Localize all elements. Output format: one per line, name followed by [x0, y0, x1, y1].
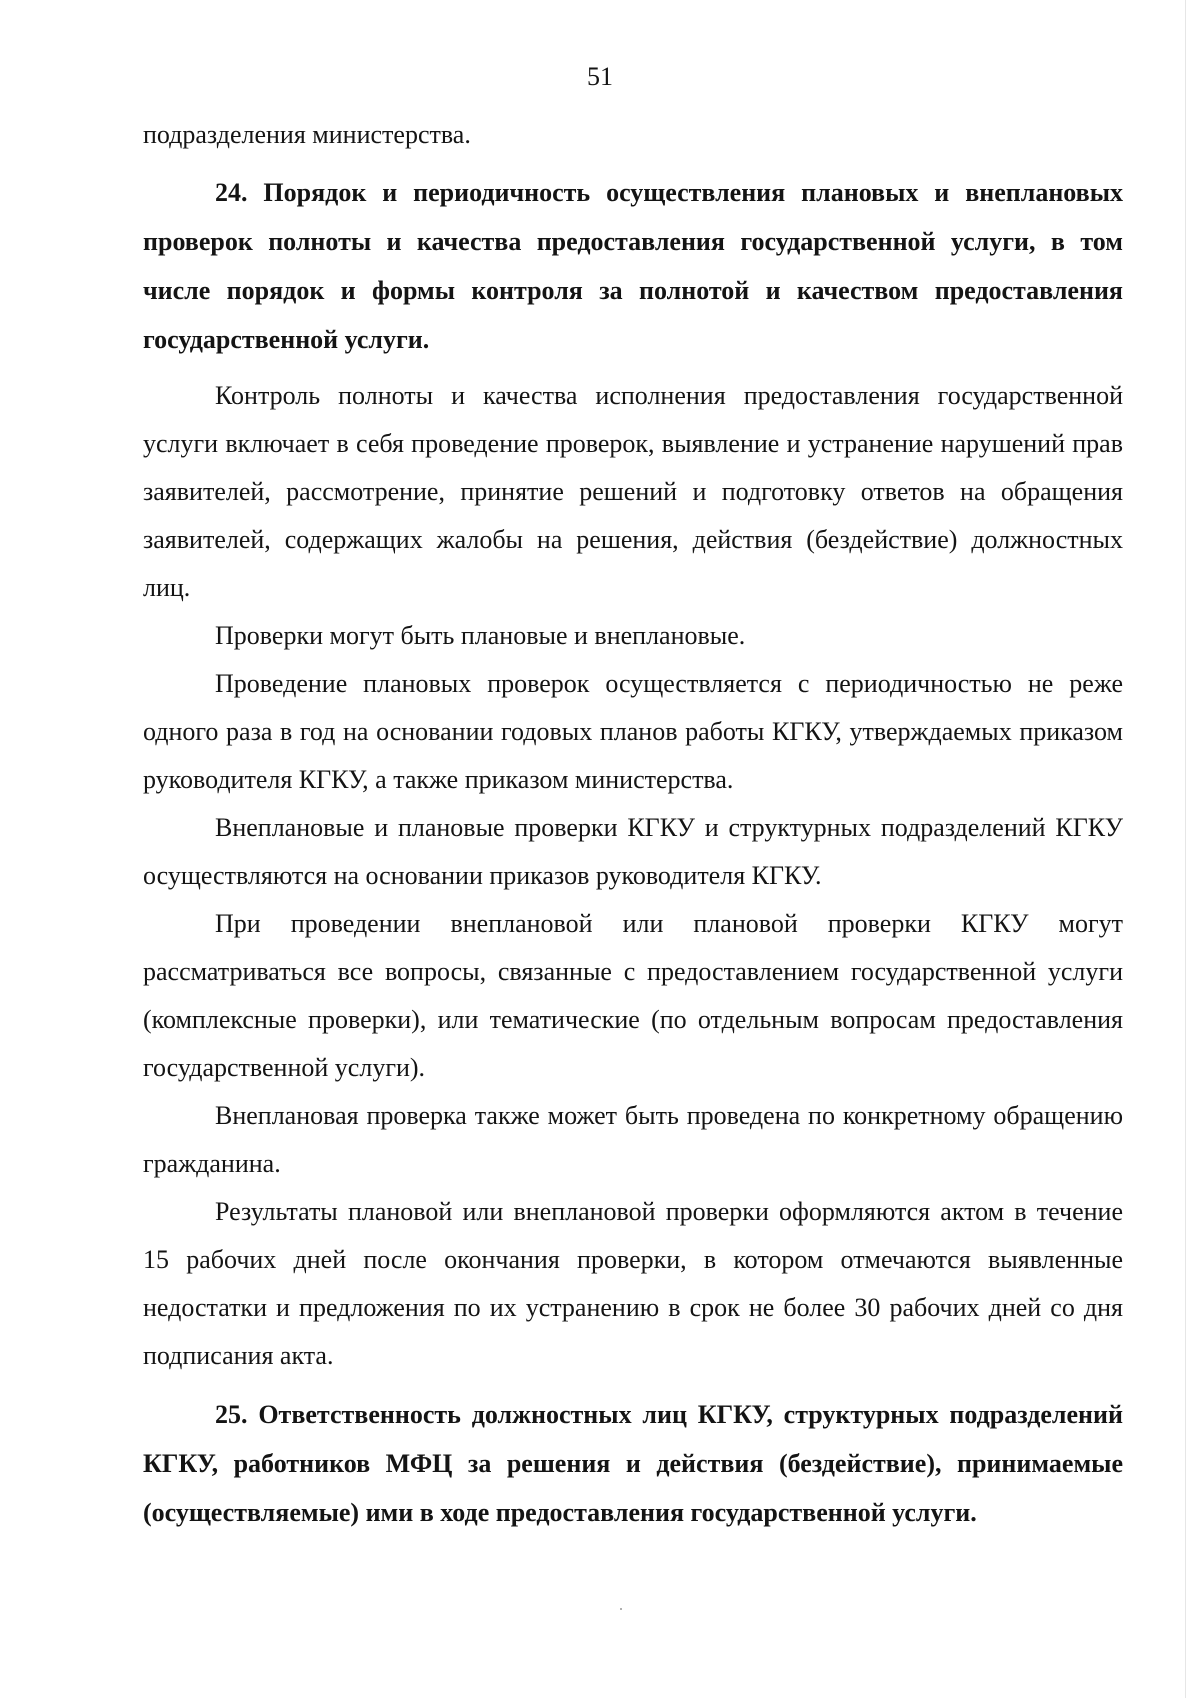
- section-24-heading: 24. Порядок и периодичность осуществления плановых и внеплановых проверок полноты и качества предоставления государственной услуги, в том числе порядок и формы контроля за полнотой и качеством предоставления государственной услуги.: [143, 178, 1123, 354]
- paragraph-check-types: Проверки могут быть плановые и внеплановые.: [215, 621, 746, 650]
- continuation-line: подразделения министерства.: [143, 120, 471, 149]
- paragraph-planned-checks: Проведение плановых проверок осуществляется с периодичностью не реже одного раза в год на основании годовых планов работы КГКУ, утверждаемых приказом руководителя КГКУ, а также приказом министерства.: [143, 669, 1123, 794]
- paragraph-unscheduled-check: Внеплановая проверка также может быть проведена по конкретному обращению гражданина.: [143, 1101, 1123, 1178]
- paragraph-check-basis: Внеплановые и плановые проверки КГКУ и структурных подразделений КГКУ осуществляются на основании приказов руководителя КГКУ.: [143, 813, 1123, 890]
- paragraph-control-scope: Контроль полноты и качества исполнения предоставления государственной услуги включает в себя проведение проверок, выявление и устранение нарушений прав заявителей, рассмотрение, принятие решений и подготовку ответов на обращения заявителей, содержащих жалобы на решения, действия (бездействие) должностных лиц.: [143, 381, 1123, 602]
- scan-margin-line: [1185, 0, 1186, 1698]
- paragraph-check-questions: При проведении внеплановой или плановой проверки КГКУ могут рассматриваться все вопросы, связанные с предоставлением государственной услуги (комплексные проверки), или тематические (по отдельным вопросам предоставления государственной услуги).: [143, 909, 1123, 1082]
- page-number: 51: [587, 62, 613, 91]
- paragraph-check-results: Результаты плановой или внеплановой проверки оформляются актом в течение 15 рабочих дней после окончания проверки, в котором отмечаются выявленные недостатки и предложения по их устранению в срок не более 30 рабочих дней со дня подписания акта.: [143, 1197, 1123, 1370]
- section-25-heading: 25. Ответственность должностных лиц КГКУ, структурных подразделений КГКУ, работников МФЦ за решения и действия (бездействие), принимаемые (осуществляемые) ими в ходе предоставления государственной услуги.: [143, 1400, 1123, 1527]
- scan-speck: [620, 1608, 622, 1610]
- document-body: [143, 118, 1123, 1545]
